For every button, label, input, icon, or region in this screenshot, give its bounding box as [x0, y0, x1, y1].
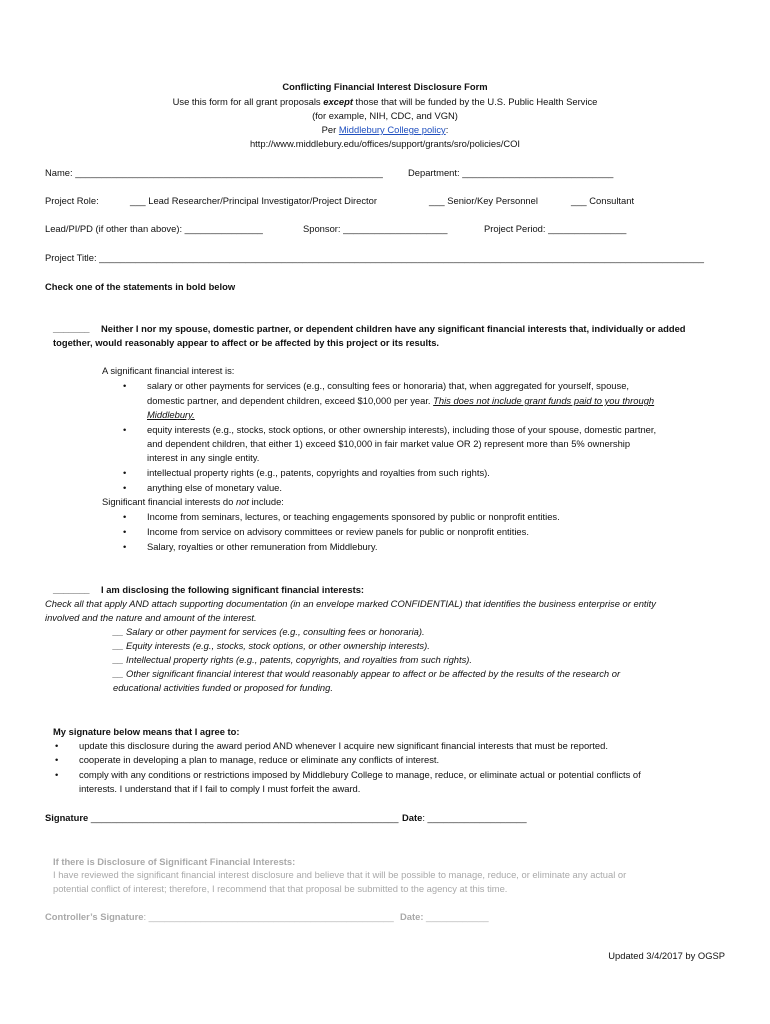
interest-option-other-cont: educational activities funded or proposed for funding. [113, 682, 333, 693]
sfi-exclusion-1: • Income from seminars, lectures, or teaching engagements sponsored by public or nonprofit entities. [147, 510, 560, 523]
name-field[interactable]: Name: ___________________________________________________________ [45, 167, 383, 178]
agreement-item-3-cont: interests. I understand that if I fail to comply I must forfeit the award. [79, 783, 361, 794]
sfi-intro: A significant financial interest is: [102, 365, 235, 376]
project-role-label: Project Role: [45, 195, 99, 206]
agreement-item-2: • cooperate in developing a plan to manage, reduce or eliminate any conflicts of interest. [79, 753, 439, 766]
sponsor-field[interactable]: Sponsor: ____________________ [303, 223, 448, 234]
agreement-heading: My signature below means that I agree to: [53, 726, 240, 737]
sfi-bullet-1-cont: domestic partner, and dependent children, exceed $10,000 per year. This does not include grant funds paid to you through [147, 395, 655, 406]
statement-2-text: I am disclosing the following significant financial interests: [101, 584, 365, 595]
sfi-bullet-1: • salary or other payments for services (e.g., consulting fees or honoraria) that, when aggregated for yourself, spouse, [147, 379, 629, 392]
controller-date-field[interactable]: Date: ____________ [400, 911, 489, 922]
agreement-item-1: • update this disclosure during the award period AND whenever I acquire new significant financial interests that must be reported. [79, 739, 608, 752]
interest-option-other[interactable]: __ Other significant financial interest that would reasonably appear to affect or be affected by the results of the research or [113, 668, 621, 679]
sfi-bullet-3: • intellectual property rights (e.g., patents, copyrights and royalties from such rights). [147, 466, 490, 479]
statement-1-checkbox[interactable]: _______ [53, 323, 90, 334]
interest-option-equity[interactable]: __ Equity interests (e.g., stocks, stock options, or other ownership interests). [113, 640, 430, 651]
lead-pi-field[interactable]: Lead/PI/PD (if other than above): _______________ [45, 223, 263, 234]
signature-date-field[interactable]: Date: ___________________ [402, 812, 527, 823]
statement-1-text-cont: together, would reasonably appear to affect or be affected by this project or its results. [53, 337, 440, 348]
header-line-2: (for example, NIH, CDC, and VGN) [312, 110, 458, 121]
sfi-exclusion-3: • Salary, royalties or other remuneration from Middlebury. [147, 540, 377, 553]
role-consultant-option[interactable]: ___ Consultant [571, 195, 635, 206]
interest-option-salary[interactable]: __ Salary or other payment for services (e.g., consulting fees or honoraria). [113, 626, 425, 637]
signature-field[interactable]: Signature ___________________________________________________________ [45, 812, 399, 823]
interest-option-ip[interactable]: __ Intellectual property rights (e.g., patents, copyrights, and royalties from such rights). [113, 654, 473, 665]
controller-statement-cont: potential conflict of interest; therefore, I recommend that that proposal be submitted to the agency at this time. [53, 883, 508, 894]
project-title-field[interactable]: Project Title: ____________________________________________________________________________________________________________________ [45, 252, 705, 263]
sfi-exclusions-intro: Significant financial interests do not include: [102, 496, 284, 507]
header-line-3: Per Middlebury College policy: [321, 124, 449, 135]
project-period-field[interactable]: Project Period: _______________ [484, 223, 627, 234]
department-field[interactable]: Department: _____________________________ [408, 167, 614, 178]
statement-2-checkbox[interactable]: _______ [53, 584, 90, 595]
policy-url: http://www.middlebury.edu/offices/support/grants/sro/policies/COI [249, 138, 521, 149]
sfi-exclusion-2: • Income from service on advisory committees or review panels for public or nonprofit entities. [147, 525, 529, 538]
statement-2-instruction-cont: involved and the nature and amount of the interest. [45, 612, 257, 623]
policy-link[interactable]: Middlebury College policy [338, 124, 446, 135]
sfi-bullet-2: • equity interests (e.g., stocks, stock options, or other ownership interests), including those of your spouse, domestic partner, [147, 423, 656, 436]
agreement-item-3: • comply with any conditions or restrictions imposed by Middlebury College to manage, reduce, or eliminate actual or potential conflicts of [79, 768, 641, 781]
role-senior-option[interactable]: ___ Senior/Key Personnel [429, 195, 538, 206]
form-title: Conflicting Financial Interest Disclosure Form [282, 81, 488, 92]
footer-updated: Updated 3/4/2017 by OGSP [608, 950, 725, 961]
controller-heading: If there is Disclosure of Significant Financial Interests: [53, 856, 296, 867]
statement-2-instruction: Check all that apply AND attach supporting documentation (in an envelope marked CONFIDENTIAL) that identifies the business enterprise or entity [45, 598, 656, 609]
statement-1-text: Neither I nor my spouse, domestic partner, or dependent children have any significant financial interests that, individually or added [101, 323, 686, 334]
header-line-1: Use this form for all grant proposals except those that will be funded by the U.S. Public Health Service [172, 96, 598, 107]
controller-statement: I have reviewed the significant financial interest disclosure and believe that it will be possible to manage, reduce, or eliminate any actual or [53, 869, 627, 880]
sfi-bullet-2-cont: and dependent children, that either 1) exceed $10,000 in fair market value OR 2) represent more than 5% ownership [147, 438, 631, 449]
sfi-bullet-2-cont2: interest in any single entity. [147, 452, 260, 463]
role-lead-option[interactable]: ___ Lead Researcher/Principal Investigator/Project Director [130, 195, 377, 206]
sfi-bullet-4: • anything else of monetary value. [147, 481, 282, 494]
controller-signature-field[interactable]: Controller’s Signature: _______________________________________________ [45, 911, 394, 922]
check-instruction: Check one of the statements in bold below [45, 281, 236, 292]
sfi-bullet-1-note: Middlebury. [147, 409, 195, 420]
